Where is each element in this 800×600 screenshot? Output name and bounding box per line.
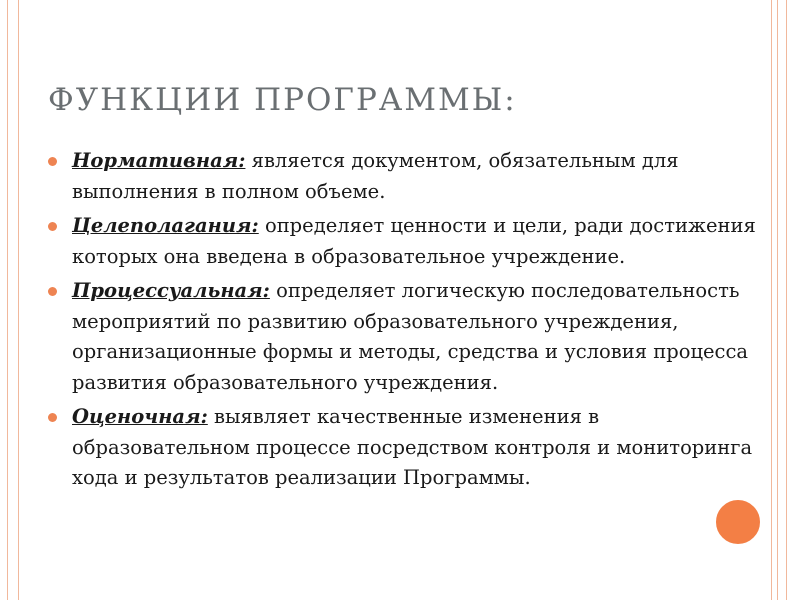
- term-evaluative: Оценочная:: [72, 405, 208, 428]
- term-normative: Нормативная:: [72, 149, 246, 172]
- bullet-icon: [48, 413, 57, 422]
- description-goal-setting: определяет ценности и цели, ради достижения которых она введена в образовательное учреждение.: [72, 214, 756, 268]
- left-decorative-border: [7, 0, 19, 600]
- functions-list: [46, 146, 774, 498]
- description-normative: является документом, обязательным для выполнения в полном объеме.: [72, 149, 679, 203]
- bullet-icon: [48, 157, 57, 166]
- list-item-procedural: [46, 276, 774, 398]
- description-evaluative: выявляет качественные изменения в образовательном процессе посредством контроля и мониторинга хода и результатов реализации Программы.: [72, 405, 753, 489]
- right-decorative-border-line: [777, 0, 778, 600]
- description-procedural: определяет логическую последовательность мероприятий по развитию образовательного учреждения, организационные формы и методы, средства и условия процесса развития образовательного учреждения.: [72, 279, 748, 394]
- list-item-goal-setting: [46, 211, 774, 272]
- slide-title: ФУНКЦИИ ПРОГРАММЫ:: [48, 82, 517, 118]
- list-item-evaluative: [46, 402, 774, 494]
- list-item-normative: [46, 146, 774, 207]
- bullet-icon: [48, 287, 57, 296]
- term-goal-setting: Целеполагания:: [72, 214, 259, 237]
- decorative-circle: [713, 497, 763, 547]
- bullet-icon: [48, 222, 57, 231]
- term-procedural: Процессуальная:: [72, 279, 270, 302]
